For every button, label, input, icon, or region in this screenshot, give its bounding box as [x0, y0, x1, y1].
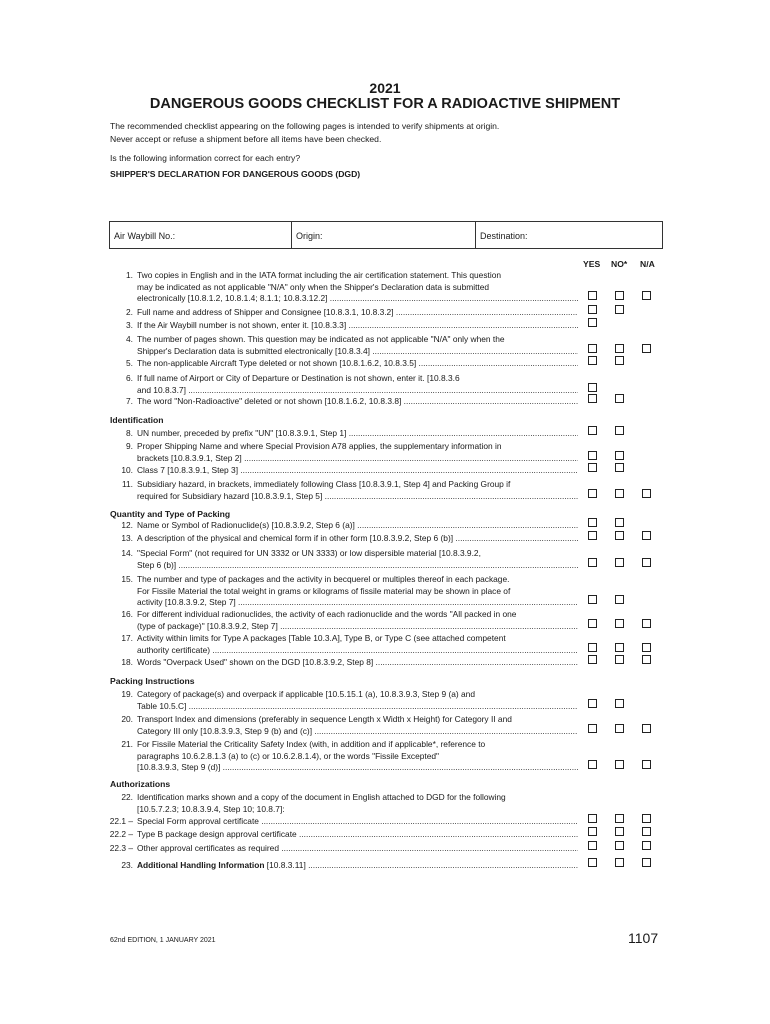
item-text-line: activity [10.8.3.9.2, Step 7] ..... — [137, 597, 578, 609]
item-number: 4. — [126, 334, 133, 344]
checkbox-yes[interactable] — [588, 518, 597, 527]
item-text-bold: Additional Handling Information — [137, 860, 265, 870]
item-text-line: Special Form approval certificate ..... — [137, 816, 578, 828]
checklist-item — [108, 358, 578, 370]
checkbox-no[interactable] — [615, 827, 624, 836]
airway-bill-table — [109, 221, 663, 249]
checkbox-na[interactable] — [642, 489, 651, 498]
item-text-line: Full name and address of Shipper and Consignee [10.8.3.1, 10.8.3.2] ..... — [137, 307, 578, 319]
item-text-line: A description of the physical and chemical form if in other form [10.8.3.9.2, Step 6 (b)] ..... — [137, 533, 578, 545]
checkbox-no[interactable] — [615, 531, 624, 540]
item-text-line: paragraphs 10.6.2.8.1.3 (a) to (c) or 10.6.2.8.1.4), or the words "Fissile Excepted" — [137, 750, 440, 761]
item-number: 7. — [126, 396, 133, 406]
checkbox-no[interactable] — [615, 489, 624, 498]
checkbox-yes[interactable] — [588, 426, 597, 435]
item-text-line: Proper Shipping Name and where Special Provision A78 applies, the supplementary information in — [137, 441, 502, 451]
checklist-item — [108, 816, 578, 828]
section-identification: Identification — [110, 415, 164, 425]
item-text-line: Transport Index and dimensions (preferably in sequence Length x Width x Height) for Category II and — [137, 714, 512, 724]
checklist-item — [108, 657, 578, 669]
item-number: 14. — [121, 548, 133, 558]
item-text-line: Other approval certificates as required ..... — [137, 843, 578, 855]
checklist-item — [108, 574, 578, 609]
checkbox-na[interactable] — [642, 643, 651, 652]
checkbox-yes[interactable] — [588, 356, 597, 365]
checkbox-yes[interactable] — [588, 643, 597, 652]
airway-bill-number-field[interactable]: Air Waybill No.: — [110, 222, 292, 248]
item-text-line: The non-applicable Aircraft Type deleted or not shown [10.8.1.6.2, 10.8.3.5] ..... — [137, 358, 578, 370]
checklist-item — [108, 428, 578, 440]
checkbox-no[interactable] — [615, 760, 624, 769]
item-number: 22.2 – — [109, 829, 133, 839]
item-number: 21. — [121, 739, 133, 749]
checklist-item — [108, 689, 578, 712]
item-number: 23. — [121, 860, 133, 870]
item-text-line: The number and type of packages and the activity in becquerel or multiples thereof in each package. — [137, 574, 510, 584]
origin-field[interactable]: Origin: — [292, 222, 476, 248]
checkbox-yes[interactable] — [588, 305, 597, 314]
item-number: 1. — [126, 270, 133, 280]
checklist-item — [108, 633, 578, 656]
checkbox-yes[interactable] — [588, 489, 597, 498]
item-text-line: and 10.8.3.7] ..... — [137, 385, 578, 397]
checklist-item — [108, 548, 578, 571]
checkbox-no[interactable] — [615, 291, 624, 300]
checkbox-yes[interactable] — [588, 318, 597, 327]
checkbox-na[interactable] — [642, 291, 651, 300]
checkbox-no[interactable] — [615, 426, 624, 435]
checklist-item — [108, 479, 578, 502]
item-number: 13. — [121, 533, 133, 543]
checkbox-yes[interactable] — [588, 655, 597, 664]
section-authorizations: Authorizations — [110, 779, 171, 789]
item-text-line: Table 10.5.C] ..... — [137, 701, 578, 713]
checkbox-no[interactable] — [615, 451, 624, 460]
checkbox-na[interactable] — [642, 858, 651, 867]
item-number: 6. — [126, 373, 133, 383]
checkbox-na[interactable] — [642, 655, 651, 664]
section-packing: Packing Instructions — [110, 676, 195, 686]
item-text-line: may be indicated as not applicable "N/A" only when the Shipper's Declaration data is submitted — [137, 281, 490, 292]
checkbox-yes[interactable] — [588, 699, 597, 708]
question-text: Is the following information correct for each entry? — [110, 153, 301, 163]
checkbox-no[interactable] — [615, 619, 624, 628]
item-text-line: Category III only [10.8.3.9.3, Step 9 (b) and (c)] ..... — [137, 726, 578, 738]
item-text-line: [10.8.3.9.3, Step 9 (d)] ..... — [137, 762, 578, 774]
item-text-line: The word "Non-Radioactive" deleted or not shown [10.8.1.6.2, 10.8.3.8] ..... — [137, 396, 578, 408]
checkbox-yes[interactable] — [588, 595, 597, 604]
checkbox-yes[interactable] — [588, 383, 597, 392]
checkbox-yes[interactable] — [588, 558, 597, 567]
section-quantity: Quantity and Type of Packing — [110, 509, 231, 519]
item-text-line: Category of package(s) and overpack if applicable [10.5.15.1 (a), 10.8.3.9.3, Step 9 (a) and — [137, 689, 475, 699]
item-text-line: For different individual radionuclides, the activity of each radionuclide and the words "All packed in one — [137, 609, 517, 619]
checkbox-na[interactable] — [642, 558, 651, 567]
checkbox-yes[interactable] — [588, 619, 597, 628]
checkbox-yes[interactable] — [588, 858, 597, 867]
checkbox-no[interactable] — [615, 558, 624, 567]
checkbox-no[interactable] — [615, 595, 624, 604]
item-number: 11. — [121, 479, 133, 489]
item-number: 17. — [121, 633, 133, 643]
checkbox-no[interactable] — [615, 518, 624, 527]
checkbox-na[interactable] — [642, 841, 651, 850]
checkbox-yes[interactable] — [588, 463, 597, 472]
checklist-item — [108, 307, 578, 319]
checklist-item — [108, 860, 578, 872]
item-number: 16. — [121, 609, 133, 619]
checkbox-no[interactable] — [615, 356, 624, 365]
checkbox-no[interactable] — [615, 394, 624, 403]
item-text-line: (type of package)" [10.8.3.9.2, Step 7] ..... — [137, 621, 578, 633]
page-number: 1107 — [628, 930, 659, 946]
item-text-line: authority certificate) ..... — [137, 645, 578, 657]
checklist-item — [108, 334, 578, 357]
checkbox-yes[interactable] — [588, 814, 597, 823]
destination-field[interactable]: Destination: — [480, 231, 528, 241]
edition-footer: 62nd EDITION, 1 JANUARY 2021 — [110, 937, 216, 944]
column-header-na: N/A — [640, 259, 655, 269]
checklist-item — [108, 792, 578, 815]
item-text-line: For Fissile Material the Criticality Safety Index (with, in addition and if applicable*, reference to — [137, 739, 486, 749]
item-number: 10. — [121, 465, 133, 475]
checklist-item — [108, 373, 578, 396]
intro-line-2: Never accept or refuse a shipment before all items have been checked. — [110, 134, 382, 144]
checkbox-yes[interactable] — [588, 760, 597, 769]
column-header-no: NO* — [611, 259, 628, 269]
item-text-line: The number of pages shown. This question may be indicated as not applicable "N/A" only when the — [137, 334, 505, 344]
checkbox-yes[interactable] — [588, 827, 597, 836]
checkbox-yes[interactable] — [588, 531, 597, 540]
item-text-line: Name or Symbol of Radionuclide(s) [10.8.3.9.2, Step 6 (a)] ..... — [137, 520, 578, 532]
item-number: 2. — [126, 307, 133, 317]
checkbox-na[interactable] — [642, 344, 651, 353]
checklist-item — [108, 714, 578, 737]
item-text-line: For Fissile Material the total weight in grams or kilograms of fissile material may be shown in place of — [137, 585, 511, 596]
item-number: 9. — [126, 441, 133, 451]
item-text-line: Two copies in English and in the IATA format including the air certification statement. This question — [137, 270, 502, 280]
item-number: 20. — [121, 714, 133, 724]
checkbox-yes[interactable] — [588, 291, 597, 300]
item-number: 8. — [126, 428, 133, 438]
checkbox-no[interactable] — [615, 814, 624, 823]
checkbox-yes[interactable] — [588, 451, 597, 460]
item-text-line: If the Air Waybill number is not shown, enter it. [10.8.3.3] ..... — [137, 320, 578, 332]
checkbox-na[interactable] — [642, 827, 651, 836]
item-text-line: Words "Overpack Used" shown on the DGD [10.8.3.9.2, Step 8] ..... — [137, 657, 578, 669]
checklist-item — [108, 320, 578, 332]
item-text-line: Activity within limits for Type A packages [Table 10.3.A], Type B, or Type C (see attached competent — [137, 633, 506, 643]
checkbox-no[interactable] — [615, 643, 624, 652]
checkbox-yes[interactable] — [588, 394, 597, 403]
item-text-ref: [10.8.3.11] — [264, 860, 306, 870]
item-number: 22. — [121, 792, 133, 802]
item-text-line: required for Subsidiary hazard [10.8.3.9.1, Step 5] ..... — [137, 491, 578, 503]
item-number: 19. — [121, 689, 133, 699]
item-text-line: Class 7 [10.8.3.9.1, Step 3] ..... — [137, 465, 578, 477]
checklist-item — [108, 465, 578, 477]
checklist-item — [108, 739, 578, 774]
item-text-line: Shipper's Declaration data is submitted electronically [10.8.3.4] ..... — [137, 346, 578, 358]
checkbox-na[interactable] — [642, 724, 651, 733]
document-year: 2021 — [369, 80, 401, 96]
item-text-line — [137, 860, 578, 872]
checklist-item — [108, 441, 578, 464]
column-header-yes: YES — [583, 259, 601, 269]
item-number: 18. — [121, 657, 133, 667]
checkbox-na[interactable] — [642, 531, 651, 540]
item-number: 15. — [121, 574, 133, 584]
document-title: DANGEROUS GOODS CHECKLIST FOR A RADIOACTIVE SHIPMENT — [149, 96, 621, 112]
item-text-line: electronically [10.8.1.2, 10.8.1.4; 8.1.1; 10.8.3.12.2] ..... — [137, 293, 578, 305]
checklist-item — [108, 609, 578, 632]
intro-line-1: The recommended checklist appearing on the following pages is intended to verify shipments at origin. — [110, 121, 500, 131]
item-text-line: Step 6 (b)] ..... — [137, 560, 578, 572]
item-text-line: [10.5.7.2.3; 10.8.3.9.4, Step 10; 10.8.7]: — [137, 803, 285, 814]
checkbox-na[interactable] — [642, 619, 651, 628]
checkbox-no[interactable] — [615, 841, 624, 850]
checkbox-no[interactable] — [615, 858, 624, 867]
item-text-line: brackets [10.8.3.9.1, Step 2] ..... — [137, 453, 578, 465]
checkbox-na[interactable] — [642, 814, 651, 823]
item-text-line: Identification marks shown and a copy of the document in English attached to DGD for the following — [137, 792, 506, 802]
checkbox-no[interactable] — [615, 655, 624, 664]
checklist-item — [108, 270, 578, 305]
item-text-line: "Special Form" (not required for UN 3332 or UN 3333) or low dispersible material [10.8.3.9.2, — [137, 548, 481, 558]
item-number: 22.3 – — [109, 843, 133, 853]
checkbox-no[interactable] — [615, 724, 624, 733]
item-number: 3. — [126, 320, 133, 330]
item-text-line: Subsidiary hazard, in brackets, immediately following Class [10.8.3.9.1, Step 4] and Packing Group if — [137, 479, 511, 489]
checkbox-yes[interactable] — [588, 344, 597, 353]
checkbox-yes[interactable] — [588, 724, 597, 733]
checklist-item — [108, 520, 578, 532]
checkbox-no[interactable] — [615, 699, 624, 708]
item-text-line: Type B package design approval certificate ..... — [137, 829, 578, 841]
item-number: 22.1 – — [109, 816, 133, 826]
section-subtitle: SHIPPER'S DECLARATION FOR DANGEROUS GOODS (DGD) — [110, 169, 361, 179]
checklist-item — [108, 533, 578, 545]
item-number: 5. — [126, 358, 133, 368]
checkbox-no[interactable] — [615, 463, 624, 472]
checklist-item — [108, 829, 578, 841]
item-number: 12. — [121, 520, 133, 530]
checklist-item — [108, 396, 578, 408]
item-text-line: If full name of Airport or City of Departure or Destination is not shown, enter it. [10.8.3.6 — [137, 373, 460, 383]
checkbox-no[interactable] — [615, 305, 624, 314]
checkbox-no[interactable] — [615, 344, 624, 353]
item-text-line: UN number, preceded by prefix "UN" [10.8.3.9.1, Step 1] ..... — [137, 428, 578, 440]
checklist-item — [108, 843, 578, 855]
checkbox-na[interactable] — [642, 760, 651, 769]
checkbox-yes[interactable] — [588, 841, 597, 850]
